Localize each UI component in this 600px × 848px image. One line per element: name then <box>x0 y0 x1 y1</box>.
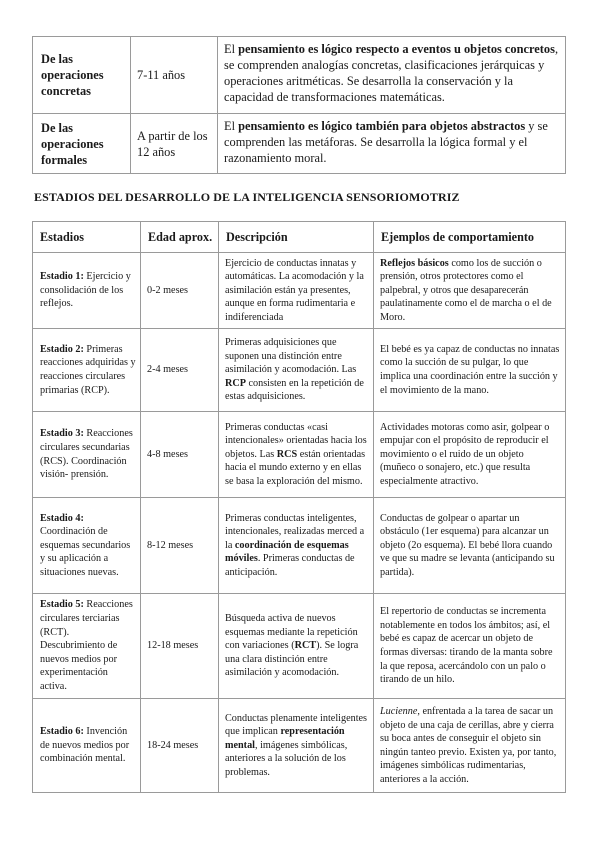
description-cell: Primeras conductas inteligentes, intencionales, realizadas merced a la coordinación de esquemas móviles. Primeras conductas de anticipación. <box>219 498 374 594</box>
age-cell: 2-4 meses <box>141 329 219 412</box>
example-cell: El repertorio de conductas se incrementa notablemente en todos los ámbitos; así, el bebé es capaz de acercar un objeto de formas diversas: tirando de la manta sobre la que reposa, acercándolo con un palo o tirando de un hilo. <box>374 594 566 699</box>
age-cell: 0-2 meses <box>141 253 219 329</box>
example-cell: Actividades motoras como asir, golpear o empujar con el propósito de reproducir el movimiento o el ruido de un objeto (muñeco o sonajero, etc.) que resulta especialmente atractivo. <box>374 412 566 498</box>
stage-cell: Estadio 2: Primeras reacciones adquiridas y reacciones circulares primarias (RCP). <box>33 329 141 412</box>
age-cell: 4-8 meses <box>141 412 219 498</box>
sensorimotor-stages-table <box>32 221 566 793</box>
example-cell: Reflejos básicos como los de succión o prensión, otros protectores como el palpebral, y otros que desaparecerán paulatinamente como el de marcha o el de Moro. <box>374 253 566 329</box>
stage-age: A partir de los 12 años <box>131 114 218 174</box>
table-row <box>33 412 566 498</box>
description-cell: Primeras adquisiciones que suponen una distinción entre asimilación y acomodación. Las RCP consisten en la repetición de estas adquisiciones. <box>219 329 374 412</box>
table-row <box>33 253 566 329</box>
description-cell: Conductas plenamente inteligentes que implican representación mental, imágenes simbólicas, anteriores a la solución de los problemas. <box>219 699 374 793</box>
stage-description: El pensamiento es lógico respecto a eventos u objetos concretos, se comprenden analogías concretas, clasificaciones jerárquicas y operaciones aritméticas. Se desarrolla la conservación y la capacidad de transformaciones matemáticas. <box>218 37 566 114</box>
description-cell: Ejercicio de conductas innatas y automáticas. La acomodación y la asimilación están ya presentes, aunque en forma rudimentaria e indiferenciada <box>219 253 374 329</box>
example-cell: Conductas de golpear o apartar un obstáculo (1er esquema) para alcanzar un objeto (2o esquema). El bebé llora cuando ve que su madre se levanta (anticipando su partida). <box>374 498 566 594</box>
table-row <box>33 329 566 412</box>
age-cell: 12-18 meses <box>141 594 219 699</box>
header-edad: Edad aprox. <box>141 222 219 253</box>
example-cell: Lucienne, enfrentada a la tarea de sacar un objeto de una caja de cerillas, abre y cierra su boca antes de conseguir el objeto sin ningún tanteo previo. Existen ya, por tanto, imágenes simbólicas rudimentarias, anteriores a la acción. <box>374 699 566 793</box>
stage-cell: Estadio 3: Reacciones circulares secundarias (RCS). Coordinación visión- prensión. <box>33 412 141 498</box>
description-cell: Primeras conductas «casi intencionales» orientadas hacia los objetos. Las RCS están orientadas hacia el mundo externo y en ellas se basa la exploración del mismo. <box>219 412 374 498</box>
stage-age: 7-11 años <box>131 37 218 114</box>
stage-cell: Estadio 5: Reacciones circulares terciarias (RCT). Descubrimiento de nuevos medios por experimentación activa. <box>33 594 141 699</box>
age-cell: 8-12 meses <box>141 498 219 594</box>
table-header-row <box>33 222 566 253</box>
header-descripcion: Descripción <box>219 222 374 253</box>
header-estadios: Estadios <box>33 222 141 253</box>
table-row <box>33 37 566 114</box>
stage-name: De las operaciones formales <box>33 114 131 174</box>
description-cell: Búsqueda activa de nuevos esquemas mediante la repetición con variaciones (RCT). Se logra una clara distinción entre asimilación y acomodación. <box>219 594 374 699</box>
section-title: ESTADIOS DEL DESARROLLO DE LA INTELIGENCIA SENSORIOMOTRIZ <box>34 190 460 204</box>
stage-cell: Estadio 6: Invención de nuevos medios por combinación mental. <box>33 699 141 793</box>
stage-cell: Estadio 4: Coordinación de esquemas secundarios y su aplicación a situaciones nuevas. <box>33 498 141 594</box>
table-row <box>33 699 566 793</box>
table-row <box>33 498 566 594</box>
header-ejemplos: Ejemplos de comportamiento <box>374 222 566 253</box>
table-row <box>33 114 566 174</box>
stage-cell: Estadio 1: Ejercicio y consolidación de los reflejos. <box>33 253 141 329</box>
stage-name: De las operaciones concretas <box>33 37 131 114</box>
stage-description: El pensamiento es lógico también para objetos abstractos y se comprenden las metáforas. Se desarrolla la lógica formal y el razonamiento moral. <box>218 114 566 174</box>
example-cell: El bebé es ya capaz de conductas no innatas como la succión de su pulgar, lo que implica una coordinación entre la succión y el movimiento de la mano. <box>374 329 566 412</box>
age-cell: 18-24 meses <box>141 699 219 793</box>
table-row <box>33 594 566 699</box>
cognitive-stages-table <box>32 36 566 174</box>
